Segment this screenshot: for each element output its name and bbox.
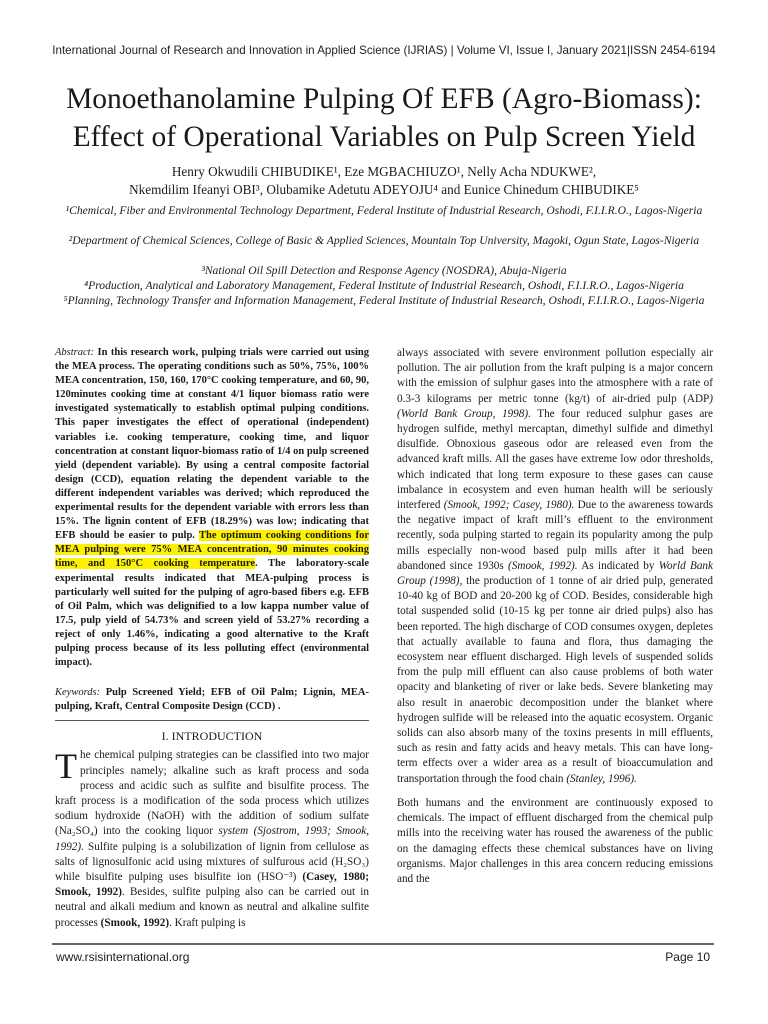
drop-cap: T [55,746,77,787]
intro-text-b: Sulfite pulping is a solubilization of lignin from cellulose as salts of lignosulfonic acid using mixtures of sulfurous acid (H₂SO₃) while bisulfite pulping uses bisulfite ion (HSO⁻³) [55,840,369,883]
body-citation-4: World Bank Group (1998), [397,559,713,588]
body-text-e: the production of 1 tonne of air dried pulp, generated 10-40 kg of BOD and 20-200 kg of COD. Besides, considerable high total suspended solid (10-15 kg per tonne air dried pulps) also has been reported. The high discharge of COD consumes oxygen, depletes that actually available to fauna and flora, thus damaging the ecosystem near effluent discharged. High levels of suspended solids from the pulp mill effluent can also cause problems of both water opacity and blanketing of river or lake beds. Severe blanketing may also result in anaerobic decomposition under the blanket where hydrogen sulfide will be released into the aquatic ecosystem. Organic solids can also absorb many of the toxins presents in mill effluents, such as resin and fatty acids and heavy metals. This can have long-term effects over a wider area as a result of bioaccumulation and transportation through the food chain [397,575,713,785]
intro-text-c: . Besides, sulfite pulping also can be carried out in neutral and alkali medium and known as neutral and alkaline sulfite processes [55,886,369,929]
body-paragraph-2: Both humans and the environment are continuously exposed to chemicals. The impact of effluent discharged from the chemical pulp mills into the receiving water has roused the awareness of the public on the damaging effects these chemical substances have on living organisms. Major challenges in this area concern reducing emissions and the [397,796,713,885]
left-column [55,346,369,940]
right-column [397,346,713,896]
body-paragraph-1 [397,346,713,787]
author-list [30,163,738,199]
body-citation-5: (Stanley, 1996). [566,772,637,785]
affiliation-1: ¹Chemical, Fiber and Environmental Technology Department, Federal Institute of Industrial Research, Oshodi, F.I.I.R.O., Lagos-Nigeria [65,204,703,217]
body-text-d: As indicated by [577,559,659,572]
intro-citation-1: system (Sjostrom, 1993; Smook, 1992). [55,825,369,853]
keywords [55,686,369,714]
abstract-text-b: . The laboratory-scale experimental results indicated that MEA-pulping process is particularly well suited for the pulping of agro-based fibers e.g. EFB of Oil Palm, which was delignified to a low kappa number value of 17.5, pulp yield of 54.73% and screen yield of 53.27% recording a reject of only 1.46%, indicating a good alternative to the Kraft pulping process because of its less polluting effect (environmental impact). [55,558,369,669]
intro-text-a: he chemical pulping strategies can be classified into two major principles namely; alkaline such as kraft process and soda process and acidic such as sulfite and bisulfite process. The kraft process is a modification of the soda process which utilizes sodium hydroxide (NaOH) with the addition of sodium sulfate (Na₂SO₄) into the cooking liquor [55,749,369,838]
divider [55,720,369,721]
intro-text-d: . Kraft pulping is [169,916,246,929]
affiliation-5: ⁵Planning, Technology Transfer and Information Management, Federal Institute of Industrial Research, Oshodi, F.I.I.R.O., Lagos-Nigeria [63,294,705,307]
intro-paragraph [55,748,369,930]
author-line-1: Henry Okwudili CHIBUDIKE¹, Eze MGBACHIUZO¹, Nelly Acha NDUKWE², [171,164,597,179]
affiliation-4: ⁴Production, Analytical and Laboratory Management, Federal Institute of Industrial Research, Oshodi, F.I.I.R.O., Lagos-Nigeria [84,279,684,292]
intro-citation-2: (Casey, 1980; Smook, 1992) [55,870,369,899]
footer-divider [52,943,714,945]
body-text-a: always associated with severe environment pollution especially air pollution. The air pollution from the kraft pulping is a major concern with the emission of sulphur gases into the atmosphere with a rate of 0.3-3 kilograms per metric tonne (kg/t) of air-dried pulp (ADP [397,347,713,405]
abstract-text-a: In this research work, pulping trials were carried out using the MEA process. The operating conditions such as 50%, 75%, 100% MEA concentration, 150, 160, 170°C cooking temperature, and 60, 90, 120minutes cooking time at constant 4/1 liquor biomass ratio were investigated systematically to establish optimal pulping conditions. This paper investigates the effect of operational (independent) variables i.e. cooking temperature, cooking time, and liquor concentration at constant liquor-biomass ratio of 1/4 on pulp screened yield (dependent variable). By using a central composite factorial design (CCD), equation relating the dependent variable to the different independent variables was derived; which reproduced the experimental results for the dependent variable with errors less than 15%. The lignin content of EFB (18.29%) was low; indicating that EFB should be easier to pulp. [55,347,369,542]
abstract-highlight: The optimum cooking conditions for MEA pulping were 75% MEA concentration, 90 minutes cooking time, and 150°C cooking temperature [55,530,369,570]
abstract-label: Abstract: [55,347,95,358]
footer-page-number: Page 10 [665,950,710,964]
intro-citation-3: (Smook, 1992) [100,916,170,929]
affiliation-2: ²Department of Chemical Sciences, College of Basic & Applied Sciences, Mountain Top University, Magoki, Ogun State, Lagos-Nigeria [68,234,700,247]
body-citation-3: (Smook, 1992). [508,559,578,572]
author-line-2: Nkemdilim Ifeanyi OBI³, Olubamike Adetutu ADEYOJU⁴ and Eunice Chinedum CHIBUDIKE⁵ [129,182,639,197]
abstract [55,346,369,670]
body-citation-2: (Smook, 1992; Casey, 1980). [443,499,575,512]
affiliation-3: ³National Oil Spill Detection and Response Agency (NOSDRA), Abuja-Nigeria [201,264,567,277]
keywords-text: Pulp Screened Yield; EFB of Oil Palm; Lignin, MEA-pulping, Kraft, Central Composite Design (CCD) . [55,687,369,713]
paper-title-line-2: Effect of Operational Variables on Pulp Screen Yield [72,121,696,153]
keywords-label: Keywords: [55,687,101,699]
paper-title-line-1: Monoethanolamine Pulping Of EFB (Agro-Biomass): [66,83,702,115]
body-text-c: Due to the awareness towards the negative impact of kraft mill’s effluent to the environment recently, soda pulping started to regain its popularity among the pulp mills especially non-wood based pulp mills after it had been abandoned since 1930s [397,499,713,572]
footer-url: www.rsisinternational.org [56,950,190,964]
body-citation-1: ) (World Bank Group, 1998). [397,392,713,420]
section-heading-introduction: I. INTRODUCTION [161,729,263,744]
journal-header: International Journal of Research and Innovation in Applied Science (IJRIAS) | Volume VI, Issue I, January 2021|ISSN 2454-6194 [52,44,716,57]
body-text-b: The four reduced sulphur gases are hydrogen sulfide, methyl mercaptan, dimethyl sulfide and dimethyl disulfide. Obnoxious gaseous odor are released even from the advanced kraft mills. All the gases have extreme low odor thresholds, which indicated that long term exposure to these gases can cause imbalance in ecosystem and even human health will be seriously interfered [397,407,713,512]
